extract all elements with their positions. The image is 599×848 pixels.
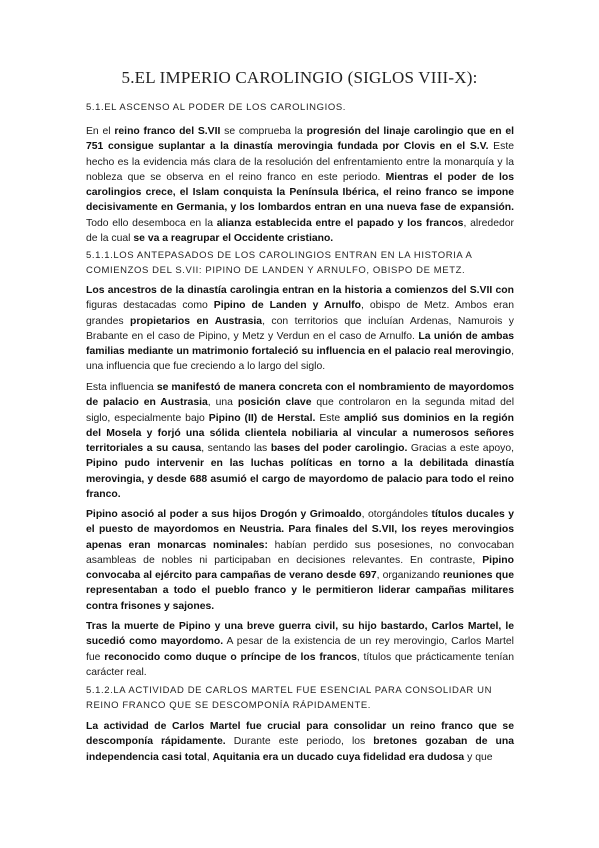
bold-text-run: propietarios en Austrasia (130, 315, 263, 327)
text-run: , sentando las (201, 443, 271, 455)
bold-text-run: progresión del linaje carolingio que en el 751 consigue suplantar a la dinastía merovingia fundada por Clovis en el S.V. (86, 126, 514, 153)
text-run: , alrededor de la cual (86, 217, 514, 245)
bold-text-run: Pipino asoció al poder a sus hijos Drogón y Grimoaldo (86, 509, 362, 520)
section-heading-5-1-1: 5.1.1.LOS ANTEPASADOS DE LOS CAROLINGIOS ENTRAN EN LA HISTORIA A COMIENZOS DEL S.VII: PIPINO DE LANDEN Y ARNULFO, OBISPO DE METZ. (86, 250, 472, 276)
text-run: Gracias a este apoyo, (407, 443, 514, 455)
text-run: , (206, 751, 213, 763)
bold-text-run: Aquitania era un ducado cuya fidelidad era dudosa (212, 751, 465, 763)
bold-text-run: Mientras el poder de los carolingios crece, el Islam conquista la Península Ibérica, el reino franco se impone decisivamente en Germania, y los lombardos entran en una nueva fase de expansión. (86, 171, 514, 214)
text-run: Todo ello desemboca en la (86, 217, 217, 229)
paragraph-5-1-1-p2 (86, 380, 514, 502)
text-run: , una influencia que fue creciendo a lo largo del siglo. (86, 346, 514, 373)
text-run: figuras destacadas como (86, 300, 214, 312)
paragraph-5-1-1-p4 (86, 619, 514, 680)
bold-text-run: Pipino (II) de Herstal. (208, 412, 316, 424)
text-run: , otorgándoles (361, 509, 432, 520)
bold-text-run: bases del poder carolingio. (270, 443, 408, 455)
bold-text-run: Los ancestros de la dinastía carolingia entran en la historia a comienzos del S.VII con (86, 285, 514, 296)
bold-text-run: amplió sus dominios en la región del Mosela y forjó una sólida clientela nobiliaria al vincular a numerosos señores territoriales a su causa (86, 412, 515, 455)
bold-text-run: Pipino de Landen y Arnulfo (213, 300, 361, 312)
bold-text-run: se va a reagrupar el Occidente cristiano. (133, 233, 334, 245)
bold-text-run: bretones gozaban de una independencia casi total (86, 736, 514, 763)
text-run: A pesar de la existencia de un rey merovingio, Carlos Martel fue (86, 636, 514, 663)
paragraph-5-1-2-p1 (86, 719, 514, 765)
text-run: se comprueba la (220, 126, 307, 137)
paragraph-5-1-1-p3 (86, 507, 514, 614)
bold-text-run: Tras la muerte de Pipino y una breve guerra civil, su hijo bastardo, Carlos Martel, le sucedió como mayordomo. (86, 621, 514, 648)
text-run: y que (464, 751, 493, 763)
bold-text-run: se manifestó de manera concreta con el nombramiento de mayordomos de palacio en Austrasia (86, 382, 514, 409)
bold-text-run: Pipino pudo intervenir en las luchas políticas en torno a la debilitada dinastía merovingia, y desde 688 asumió el cargo de mayordomo de palacio para todo el reino franco. (86, 458, 514, 501)
text-run: Esta influencia (86, 382, 157, 393)
bold-text-run: alianza establecida entre el papado y los francos (216, 217, 464, 229)
bold-text-run: reino franco del S.VII (114, 126, 221, 137)
text-run: , títulos que prácticamente tenían carácter real. (86, 651, 514, 678)
text-run: Este hecho es la evidencia más clara de la resolución del enfrentamiento entre la monarquía y la nobleza que se observa en el reino franco en este periodo. (86, 141, 514, 183)
section-heading-5-1: 5.1.EL ASCENSO AL PODER DE LOS CAROLINGIOS. (86, 102, 347, 113)
bold-text-run: títulos ducales y el puesto de mayordomos en Neustria. Para finales del S.VII, los reyes merovingios apenas eran monarcas nominales: (86, 509, 514, 551)
text-run: , obispo de Metz. Ambos eran grandes (86, 300, 514, 327)
text-run: que controlaron en la segunda mitad del siglo, especialmente bajo (86, 397, 515, 424)
text-run: En el (86, 126, 115, 137)
bold-text-run: reconocido como duque o príncipe de los francos (104, 651, 357, 663)
paragraph-5-1-p1 (86, 124, 514, 246)
bold-text-run: La actividad de Carlos Martel fue crucial para consolidar un reino franco que se descomponía rápidamente. (86, 721, 514, 748)
text-run: , organizando (376, 570, 443, 582)
bold-text-run: posición clave (237, 397, 312, 409)
bold-text-run: Pipino convocaba al ejército para campañas de verano desde 697 (86, 554, 514, 582)
text-run: Este (315, 412, 345, 424)
text-run: , con territorios que incluían Ardenas, Namurois y Brabante en el caso de Pipino, y Metz y Verdun en el caso de Arnulfo. (86, 315, 514, 342)
text-run: Durante este periodo, los (225, 736, 374, 748)
paragraph-5-1-1-p1 (86, 283, 514, 375)
page-title: 5.EL IMPERIO CAROLINGIO (SIGLOS VIII-X): (121, 68, 478, 87)
text-run: , una (207, 397, 238, 409)
section-heading-5-1-2: 5.1.2.LA ACTIVIDAD DE CARLOS MARTEL FUE ESENCIAL PARA CONSOLIDAR UN REINO FRANCO QUE SE DESCOMPONÍA RÁPIDAMENTE. (86, 685, 493, 711)
bold-text-run: La unión de ambas familias mediante un matrimonio fortaleció su influencia en el palacio real merovingio (86, 330, 514, 358)
bold-text-run: reuniones que representaban a todo el pueblo franco y le permitieron liderar campañas militares contra frisones y sajones. (86, 570, 515, 612)
text-run: habían perdido sus posesiones, no convocaban asambleas de nobles ni participaban en decisiones relevantes. En contraste, (86, 539, 514, 566)
